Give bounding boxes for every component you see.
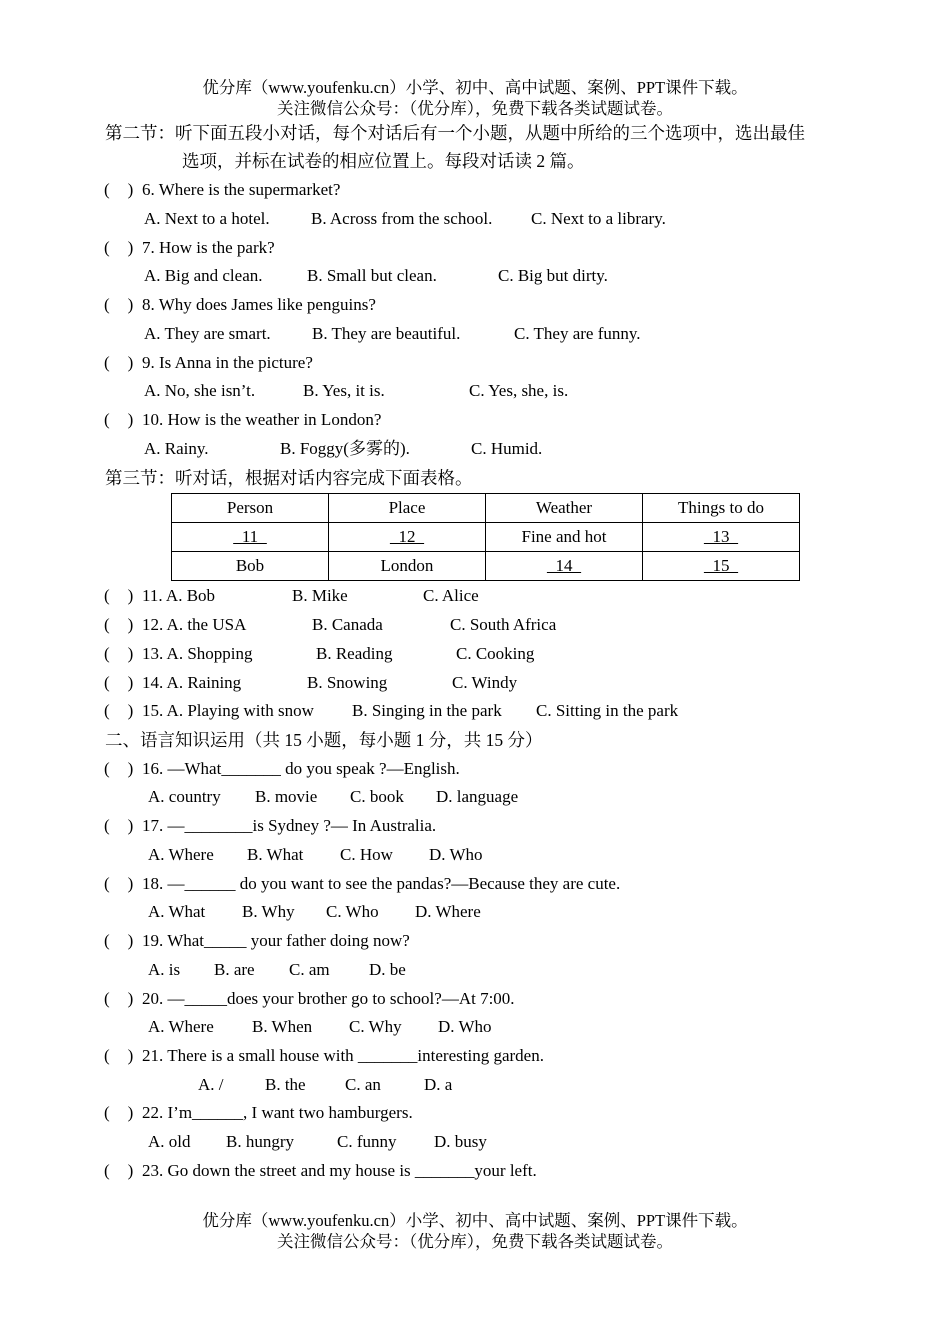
part2-title: 二、语言知识运用（共 15 小题，每小题 1 分，共 15 分） [105,730,543,750]
page-header [0,77,950,119]
question-6-options: A. Next to a hotel. B. Across from the school. C. Next to a library. [144,209,666,228]
page-footer [0,1210,950,1252]
question-20: ( )20. —_____does your brother go to school?—At 7:00. [104,985,515,1013]
question-16-options: A. country B. movie C. book D. language [148,787,519,806]
question-7: ( )7. How is the park? [104,234,275,262]
question-22: ( )22. I’m______, I want two hamburgers. [104,1099,413,1127]
question-9-options: A. No, she isn’t. B. Yes, it is. C. Yes, she, is. [144,381,569,400]
table-header-row [172,494,800,523]
question-13: ( )13. A. Shopping B. Reading C. Cooking [104,640,534,668]
table-header-cell: Person [172,494,329,523]
table-cell: Fine and hot [486,523,643,552]
question-9: ( )9. Is Anna in the picture? [104,349,313,377]
question-10: ( )10. How is the weather in London? [104,406,381,434]
table-cell-blank-12: _12_ [329,523,486,552]
table-header-cell: Things to do [643,494,800,523]
question-23: ( )23. Go down the street and my house is _______your left. [104,1157,537,1185]
question-17-options: A. Where B. What C. How D. Who [148,845,483,864]
table-cell: London [329,552,486,581]
table-header-cell: Weather [486,494,643,523]
section2-instruction-line2: 选项，并标在试卷的相应位置上。每段对话读 2 篇。 [182,151,585,171]
table-header-cell: Place [329,494,486,523]
question-17: ( )17. —________is Sydney ?— In Australia. [104,812,436,840]
table-cell-blank-15: _15_ [643,552,800,581]
question-18: ( )18. —______ do you want to see the pandas?—Because they are cute. [104,870,620,898]
question-19: ( )19. What_____ your father doing now? [104,927,410,955]
header-line-2: 关注微信公众号：（优分库），免费下载各类试题试卷。 [277,99,673,118]
section2-instruction-line1: 第二节：听下面五段小对话，每个对话后有一个小题，从题中所给的三个选项中，选出最佳 [105,123,805,143]
question-22-options: A. old B. hungry C. funny D. busy [148,1132,487,1151]
table-cell-blank-13: _13_ [643,523,800,552]
question-16: ( )16. —What_______ do you speak ?—English. [104,755,460,783]
footer-line-1: 优分库（www.youfenku.cn）小学、初中、高中试题、案例、PPT课件下载。 [202,1211,748,1230]
question-19-options: A. is B. are C. am D. be [148,960,406,979]
question-14: ( )14. A. Raining B. Snowing C. Windy [104,669,517,697]
question-12: ( )12. A. the USA B. Canada C. South Africa [104,611,556,639]
question-7-options: A. Big and clean. B. Small but clean. C. Big but dirty. [144,266,608,285]
question-21: ( )21. There is a small house with _______interesting garden. [104,1042,544,1070]
question-6: ( )6. Where is the supermarket? [104,176,340,204]
question-10-options: A. Rainy. B. Foggy(多雾的). C. Humid. [144,439,543,458]
question-21-options: A. / B. the C. an D. a [198,1075,453,1094]
footer-line-2: 关注微信公众号：（优分库），免费下载各类试题试卷。 [277,1232,673,1251]
table-cell-blank-14: _14_ [486,552,643,581]
question-8: ( )8. Why does James like penguins? [104,291,376,319]
table-row [172,523,800,552]
header-line-1: 优分库（www.youfenku.cn）小学、初中、高中试题、案例、PPT课件下载。 [202,78,748,97]
section3-title: 第三节：听对话，根据对话内容完成下面表格。 [105,468,473,488]
question-20-options: A. Where B. When C. Why D. Who [148,1017,492,1036]
table-cell-blank-11: _11_ [172,523,329,552]
table-cell: Bob [172,552,329,581]
question-11: ( )11. A. Bob B. Mike C. Alice [104,582,479,610]
question-18-options: A. What B. Why C. Who D. Where [148,902,481,921]
question-8-options: A. They are smart. B. They are beautiful. C. They are funny. [144,324,641,343]
listening-table [171,493,800,581]
question-15: ( )15. A. Playing with snow B. Singing in the park C. Sitting in the park [104,697,678,725]
table-row [172,552,800,581]
